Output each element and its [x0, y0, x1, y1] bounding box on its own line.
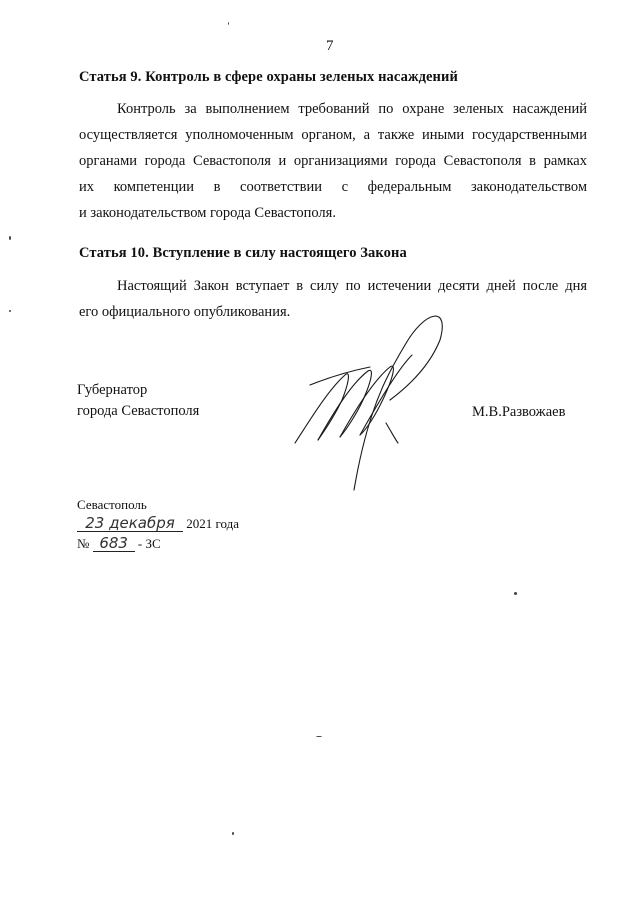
article-9-line: Контроль за выполнением требований по охране зеленых насаждений: [117, 101, 587, 117]
page-number: 7: [326, 38, 334, 54]
scan-speck: [514, 592, 517, 595]
article-9-line: органами города Севастополя и организациями города Севастополя в рамках: [79, 153, 587, 169]
law-number: [77, 535, 161, 552]
scan-speck: [9, 236, 11, 240]
handwritten-date: 23 декабря: [77, 515, 183, 532]
article-10-line: Настоящий Закон вступает в силу по истечении десяти дней после дня: [117, 278, 587, 294]
number-suffix: - ЗС: [137, 536, 161, 551]
scan-speck: [9, 310, 11, 312]
scan-speck: [232, 832, 234, 835]
article-9-paragraph: [79, 96, 587, 226]
number-sign: №: [77, 536, 90, 551]
article-9-heading: Статья 9. Контроль в сфере охраны зеленых насаждений: [79, 69, 458, 85]
position-title: Губернатор: [77, 382, 148, 398]
signatory-position: [77, 380, 199, 422]
position-city: города Севастополя: [77, 403, 200, 419]
scan-speck: [228, 22, 229, 25]
article-10-heading: Статья 10. Вступление в силу настоящего Закона: [79, 245, 407, 261]
city-label: Севастополь: [77, 497, 147, 512]
year-label: 2021 года: [186, 516, 240, 531]
article-9-line: их компетенции в соответствии с федеральным законодательством: [79, 179, 587, 195]
signing-date: [77, 515, 239, 532]
article-9-line: и законодательством города Севастополя.: [79, 205, 336, 221]
handwritten-number: 683: [93, 535, 135, 552]
article-9-line: осуществляется уполномоченным органом, а также иными государственными: [79, 127, 587, 143]
signatory-name: М.В.Развожаев: [472, 404, 566, 420]
handwritten-signature: [290, 305, 470, 495]
scan-speck: [316, 736, 322, 737]
article-10-line: его официального опубликования.: [79, 304, 291, 320]
